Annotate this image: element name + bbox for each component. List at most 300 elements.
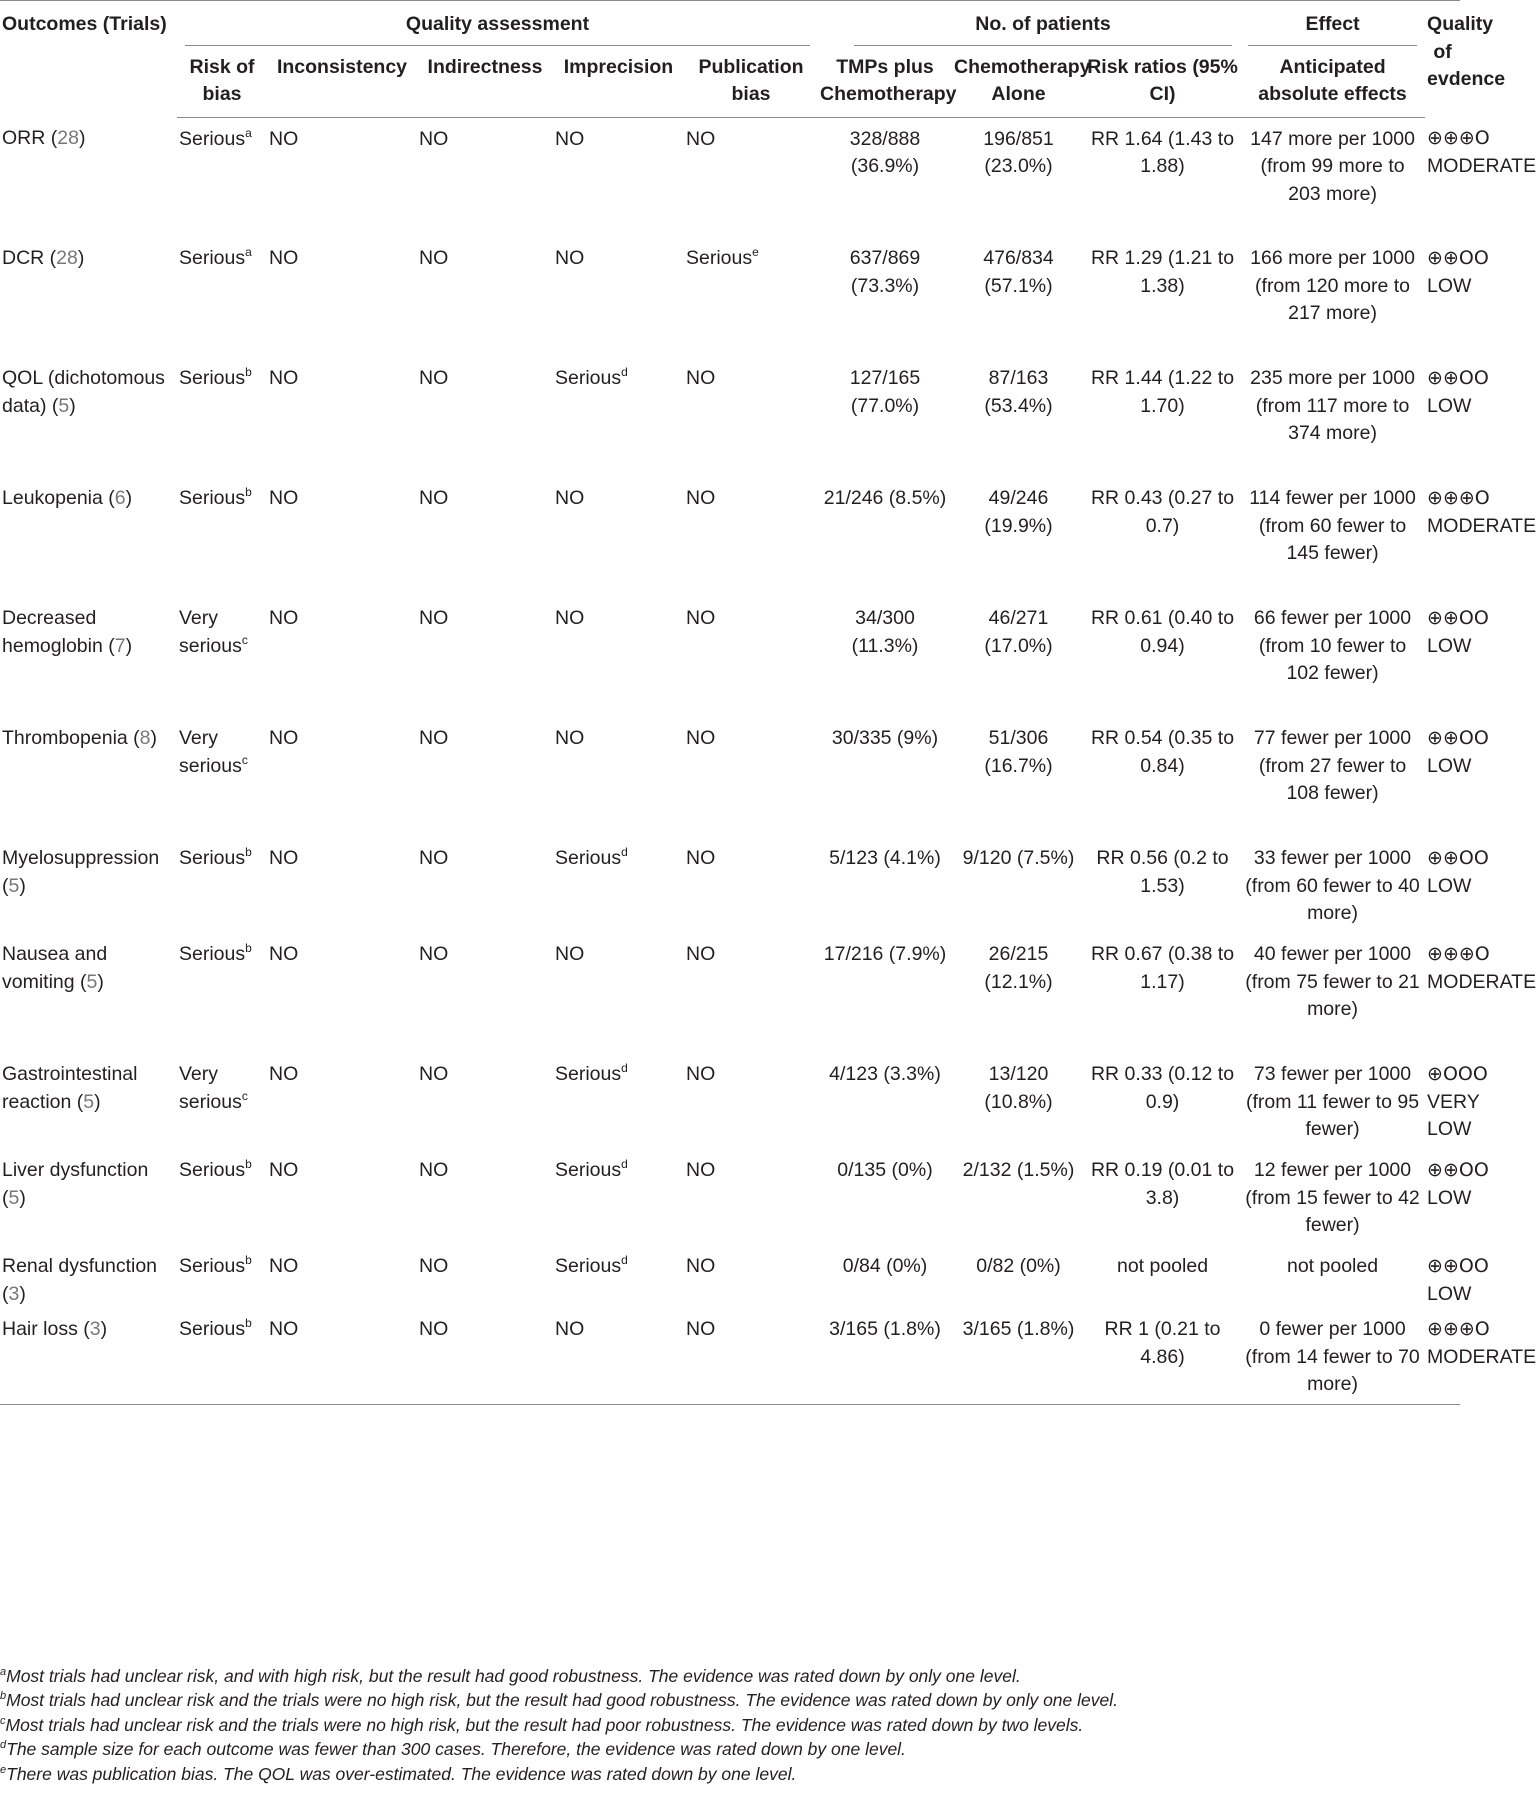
cell-risk-ratio [1085, 597, 1240, 717]
publication-bias-value: NO [686, 943, 716, 965]
superscript-mark: b [245, 1253, 252, 1267]
cell-tmps-plus-chemotherapy [818, 933, 952, 1053]
cell-chemotherapy-alone [952, 717, 1085, 837]
trial-count-value: 3 [89, 1318, 101, 1340]
anticipated-effect-value: 114 fewer per 1000 (from 60 fewer to 145 fewer) [1249, 487, 1416, 564]
certainty-grade: LOW [1427, 634, 1472, 657]
footnote-line [0, 1713, 1460, 1737]
cell-risk-ratio [1085, 933, 1240, 1053]
superscript-mark: d [621, 845, 628, 859]
superscript-mark: d [621, 1061, 628, 1075]
outcome-name: Leukopenia [2, 487, 109, 509]
outcome-name: Hair loss [2, 1318, 84, 1340]
inconsistency-value: NO [269, 847, 299, 869]
cell-quality-of-evidence [1425, 837, 1489, 933]
superscript-mark: a [245, 125, 252, 140]
footnote-text: Most trials had unclear risk and the trials were no high risk, but the result had good robustness. The evidence was rated down by only one level. [6, 1690, 1118, 1711]
cell-chemotherapy-alone [952, 1053, 1085, 1149]
superscript-mark: d [621, 1253, 628, 1267]
publication-bias-value: NO [686, 127, 716, 150]
indirectness-value: NO [419, 607, 449, 629]
footnote-line [0, 1688, 1460, 1712]
risk-of-bias-value: Very serious [179, 727, 242, 777]
table-row [0, 717, 1460, 837]
chemo-value: 0/82 (0%) [976, 1255, 1061, 1277]
outcome-name: Gastrointestinal reaction [2, 1063, 138, 1113]
cell-inconsistency [267, 117, 417, 237]
outcome-name: Thrombopenia [2, 727, 134, 749]
risk-of-bias-value: Serious [179, 247, 246, 269]
table-row [0, 357, 1460, 477]
cell-chemotherapy-alone [952, 477, 1085, 597]
certainty-grade: VERY LOW [1427, 1090, 1480, 1140]
certainty-grade: LOW [1427, 274, 1472, 297]
cell-publication-bias [684, 837, 818, 933]
risk-of-bias-value: Serious [179, 127, 246, 150]
cell-risk-ratio [1085, 837, 1240, 933]
cell-anticipated-effect [1240, 1245, 1425, 1308]
header-quality-assessment-label: Quality assessment [405, 13, 590, 35]
cell-inconsistency [267, 1053, 417, 1149]
trial-count: (6) [108, 487, 133, 509]
risk-of-bias-value: Serious [179, 487, 246, 509]
imprecision-value: Serious [555, 847, 622, 869]
cell-anticipated-effect [1240, 837, 1425, 933]
group-rule [185, 45, 810, 46]
publication-bias-value: NO [686, 1159, 716, 1181]
cell-risk-of-bias [177, 1149, 267, 1245]
cell-tmps-plus-chemotherapy [818, 1308, 952, 1404]
chemo-value: 13/120 (10.8%) [984, 1063, 1053, 1113]
cell-chemotherapy-alone [952, 837, 1085, 933]
cell-indirectness [417, 357, 553, 477]
risk-of-bias-value: Serious [179, 1318, 246, 1340]
trial-count-value: 5 [8, 874, 20, 897]
tmps-value: 0/135 (0%) [837, 1159, 933, 1181]
certainty-symbols: ⊕⊕OO [1427, 1255, 1489, 1277]
cell-chemotherapy-alone [952, 933, 1085, 1053]
cell-risk-ratio [1085, 357, 1240, 477]
tmps-value: 328/888 (36.9%) [849, 127, 921, 177]
tmps-value: 4/123 (3.3%) [829, 1063, 941, 1085]
cell-risk-ratio [1085, 1308, 1240, 1404]
cell-imprecision [553, 357, 684, 477]
publication-bias-value: NO [686, 1063, 716, 1085]
certainty-symbols: ⊕⊕⊕O [1427, 1318, 1490, 1340]
trial-count: (8) [133, 727, 158, 749]
cell-quality-of-evidence [1425, 477, 1536, 597]
cell-imprecision [553, 477, 684, 597]
cell-inconsistency [267, 1308, 417, 1404]
cell-chemotherapy-alone [952, 1149, 1085, 1245]
cell-quality-of-evidence [1425, 597, 1489, 717]
footnote-text: Most trials had unclear risk, and with high risk, but the result had good robustness. The evidence was rated down by only one level. [6, 1666, 1021, 1686]
header-inconsistency: Inconsistency [267, 48, 417, 118]
cell-inconsistency [267, 837, 417, 933]
trial-count: (7) [108, 634, 133, 657]
tmps-value: 127/165 (77.0%) [849, 367, 921, 417]
cell-quality-of-evidence [1425, 1308, 1536, 1404]
anticipated-effect-value: 12 fewer per 1000 (from 15 fewer to 42 fewer) [1245, 1159, 1420, 1236]
cell-chemotherapy-alone [952, 117, 1085, 237]
outcome-name: Renal dysfunction [2, 1255, 158, 1277]
cell-inconsistency [267, 357, 417, 477]
superscript-mark: b [245, 941, 252, 955]
cell-outcome [0, 837, 177, 933]
outcome-name: Myelosuppression [2, 847, 160, 869]
superscript-mark: c [241, 1088, 248, 1103]
imprecision-value: NO [555, 1318, 585, 1340]
cell-chemotherapy-alone [952, 237, 1085, 357]
certainty-grade: LOW [1427, 1186, 1472, 1209]
certainty-grade: MODERATE [1427, 1345, 1536, 1368]
anticipated-effect-value: 66 fewer per 1000 (from 10 fewer to 102 fewer) [1253, 607, 1412, 684]
header-effect [1240, 1, 1425, 48]
footnote-mark: a [0, 1666, 7, 1678]
inconsistency-value: NO [269, 247, 299, 269]
footnote-line [0, 1737, 1460, 1761]
chemo-value: 26/215 (12.1%) [984, 943, 1053, 993]
risk-ratio-value: RR 1.29 (1.21 to 1.38) [1090, 247, 1235, 297]
cell-inconsistency [267, 1149, 417, 1245]
table-row [0, 933, 1460, 1053]
cell-anticipated-effect [1240, 357, 1425, 477]
certainty-symbols: ⊕OOO [1427, 1063, 1488, 1085]
certainty-symbols: ⊕⊕⊕O [1427, 127, 1490, 149]
cell-imprecision [553, 597, 684, 717]
cell-outcome [0, 1308, 177, 1404]
inconsistency-value: NO [269, 727, 299, 749]
cell-tmps-plus-chemotherapy [818, 717, 952, 837]
header-chemotherapy-alone: Chemotherapy Alone [952, 48, 1085, 118]
outcome-name: Liver dysfunction [2, 1159, 149, 1181]
trial-count: (5) [80, 970, 104, 993]
chemo-value: 51/306 (16.7%) [984, 727, 1053, 777]
publication-bias-value: NO [686, 727, 716, 749]
anticipated-effect-value: 147 more per 1000 (from 99 more to 203 more) [1250, 127, 1415, 205]
superscript-mark: b [245, 485, 252, 499]
certainty-grade: MODERATE [1427, 154, 1536, 177]
cell-quality-of-evidence [1425, 933, 1536, 1053]
trial-count-value: 28 [56, 247, 78, 269]
cell-publication-bias [684, 1149, 818, 1245]
outcome-name: QOL (dichotomous data) [2, 367, 165, 417]
certainty-grade: LOW [1427, 394, 1472, 417]
cell-inconsistency [267, 477, 417, 597]
cell-publication-bias [684, 357, 818, 477]
cell-outcome [0, 237, 177, 357]
certainty-symbols: ⊕⊕OO [1427, 367, 1489, 389]
table-row [0, 1308, 1460, 1404]
cell-imprecision [553, 717, 684, 837]
publication-bias-value: NO [686, 847, 716, 869]
table-row [0, 477, 1460, 597]
anticipated-effect-value: 77 fewer per 1000 (from 27 fewer to 108 fewer) [1253, 727, 1412, 804]
footnote-text: The sample size for each outcome was fewer than 300 cases. Therefore, the evidence was rated down by one level. [6, 1739, 906, 1760]
anticipated-effect-value: 40 fewer per 1000 (from 75 fewer to 21 more) [1245, 943, 1420, 1020]
footnote-mark: b [0, 1690, 7, 1703]
cell-inconsistency [267, 717, 417, 837]
footnote-mark: d [0, 1739, 7, 1752]
anticipated-effect-value: 73 fewer per 1000 (from 11 fewer to 95 fewer) [1246, 1063, 1420, 1140]
indirectness-value: NO [419, 247, 449, 269]
certainty-grade: LOW [1427, 754, 1472, 777]
cell-imprecision [553, 1053, 684, 1149]
cell-outcome [0, 1149, 177, 1245]
indirectness-value: NO [419, 487, 449, 509]
tmps-value: 0/84 (0%) [842, 1255, 928, 1277]
cell-inconsistency [267, 597, 417, 717]
trial-count: (28) [49, 247, 85, 269]
footnote-mark: e [0, 1763, 7, 1776]
indirectness-value: NO [419, 1159, 449, 1181]
outcome-name: Decreased hemoglobin [2, 607, 109, 657]
imprecision-value: NO [555, 607, 585, 629]
header-effect-label: Effect [1305, 13, 1360, 35]
inconsistency-value: NO [269, 367, 299, 389]
risk-of-bias-value: Serious [179, 943, 246, 965]
cell-risk-of-bias [177, 477, 267, 597]
cell-outcome [0, 357, 177, 477]
footnote-text: There was publication bias. The QOL was over-estimated. The evidence was rated down by one level. [6, 1763, 797, 1784]
header-row-groups [0, 1, 1460, 48]
tmps-value: 17/216 (7.9%) [823, 943, 947, 965]
tmps-value: 5/123 (4.1%) [829, 847, 941, 869]
cell-risk-of-bias [177, 597, 267, 717]
cell-chemotherapy-alone [952, 597, 1085, 717]
trial-count-value: 7 [114, 634, 126, 657]
cell-indirectness [417, 597, 553, 717]
cell-anticipated-effect [1240, 237, 1425, 357]
cell-imprecision [553, 1308, 684, 1404]
cell-publication-bias [684, 597, 818, 717]
trial-count: (5) [51, 394, 76, 417]
certainty-symbols: ⊕⊕⊕O [1427, 487, 1490, 509]
cell-risk-of-bias [177, 837, 267, 933]
cell-quality-of-evidence [1425, 1245, 1489, 1308]
publication-bias-value: Serious [686, 247, 753, 269]
inconsistency-value: NO [269, 1255, 299, 1277]
cell-indirectness [417, 1308, 553, 1404]
cell-imprecision [553, 1245, 684, 1308]
cell-outcome [0, 477, 177, 597]
cell-tmps-plus-chemotherapy [818, 237, 952, 357]
tmps-value: 637/869 (73.3%) [849, 247, 921, 297]
cell-tmps-plus-chemotherapy [818, 117, 952, 237]
cell-risk-of-bias [177, 717, 267, 837]
trial-count: (5) [2, 874, 26, 897]
cell-risk-of-bias [177, 1245, 267, 1308]
chemo-value: 476/834 (57.1%) [983, 247, 1054, 297]
footnote-line [0, 1664, 1460, 1688]
header-quality-of-evidence: Quality of evdence [1425, 1, 1460, 118]
cell-tmps-plus-chemotherapy [818, 1149, 952, 1245]
table-row [0, 597, 1460, 717]
cell-quality-of-evidence [1425, 1053, 1488, 1149]
trial-count-value: 5 [8, 1186, 20, 1209]
trial-count-value: 5 [83, 1090, 95, 1113]
indirectness-value: NO [419, 127, 449, 150]
imprecision-value: Serious [555, 367, 622, 389]
footnotes [0, 1664, 1460, 1786]
header-risk-ratios: Risk ratios (95% CI) [1085, 48, 1240, 118]
cell-tmps-plus-chemotherapy [818, 837, 952, 933]
cell-chemotherapy-alone [952, 357, 1085, 477]
header-publication-bias: Publication bias [684, 48, 818, 118]
cell-inconsistency [267, 933, 417, 1053]
imprecision-value: NO [555, 943, 585, 965]
cell-outcome [0, 597, 177, 717]
tmps-value: 30/335 (9%) [831, 727, 939, 749]
indirectness-value: NO [419, 1063, 449, 1085]
superscript-mark: b [245, 1157, 252, 1171]
imprecision-value: NO [555, 127, 585, 150]
publication-bias-value: NO [686, 367, 716, 389]
cell-outcome [0, 117, 177, 237]
cell-publication-bias [684, 1245, 818, 1308]
publication-bias-value: NO [686, 607, 716, 629]
outcome-name: ORR [2, 127, 51, 149]
risk-ratio-value: RR 0.43 (0.27 to 0.7) [1090, 487, 1235, 537]
group-rule [1248, 45, 1417, 46]
cell-quality-of-evidence [1425, 357, 1489, 477]
footnote-mark: c [0, 1714, 6, 1727]
trial-count-value: 6 [114, 487, 126, 509]
cell-risk-of-bias [177, 117, 267, 237]
outcome-name: DCR [2, 247, 50, 269]
cell-chemotherapy-alone [952, 1308, 1085, 1404]
cell-risk-ratio [1085, 717, 1240, 837]
outcome-name: Nausea and vomiting [2, 943, 108, 993]
cell-indirectness [417, 837, 553, 933]
imprecision-value: Serious [555, 1159, 622, 1181]
table-row [0, 1149, 1460, 1245]
table-row [0, 837, 1460, 933]
trial-count: (28) [50, 127, 86, 149]
superscript-mark: a [245, 245, 252, 259]
header-quality-assessment [177, 1, 818, 48]
risk-of-bias-value: Serious [179, 1159, 246, 1181]
inconsistency-value: NO [269, 127, 299, 150]
tmps-value: 3/165 (1.8%) [829, 1318, 941, 1340]
cell-risk-ratio [1085, 1245, 1240, 1308]
cell-indirectness [417, 1149, 553, 1245]
risk-ratio-value: RR 0.33 (0.12 to 0.9) [1090, 1063, 1235, 1113]
cell-anticipated-effect [1240, 1149, 1425, 1245]
certainty-symbols: ⊕⊕OO [1427, 847, 1489, 869]
cell-indirectness [417, 1053, 553, 1149]
cell-anticipated-effect [1240, 933, 1425, 1053]
footnote-line [0, 1762, 1460, 1786]
cell-anticipated-effect [1240, 1053, 1425, 1149]
cell-indirectness [417, 933, 553, 1053]
cell-risk-of-bias [177, 933, 267, 1053]
cell-indirectness [417, 1245, 553, 1308]
chemo-value: 9/120 (7.5%) [962, 847, 1075, 869]
cell-tmps-plus-chemotherapy [818, 1245, 952, 1308]
certainty-symbols: ⊕⊕OO [1427, 607, 1489, 629]
chemo-value: 3/165 (1.8%) [962, 1318, 1075, 1340]
risk-ratio-value: RR 0.54 (0.35 to 0.84) [1090, 727, 1235, 777]
superscript-mark: d [621, 1157, 628, 1171]
tmps-value: 34/300 (11.3%) [851, 607, 919, 657]
cell-indirectness [417, 117, 553, 237]
cell-imprecision [553, 1149, 684, 1245]
certainty-symbols: ⊕⊕OO [1427, 247, 1489, 269]
publication-bias-value: NO [686, 487, 716, 509]
cell-tmps-plus-chemotherapy [818, 597, 952, 717]
table-row [0, 237, 1460, 357]
certainty-symbols: ⊕⊕OO [1427, 727, 1489, 749]
cell-risk-ratio [1085, 477, 1240, 597]
cell-anticipated-effect [1240, 717, 1425, 837]
risk-of-bias-value: Serious [179, 1255, 246, 1277]
cell-quality-of-evidence [1425, 237, 1489, 357]
risk-of-bias-value: Serious [179, 847, 246, 869]
cell-risk-of-bias [177, 237, 267, 357]
cell-imprecision [553, 837, 684, 933]
cell-publication-bias [684, 933, 818, 1053]
chemo-value: 46/271 (17.0%) [984, 607, 1053, 657]
cell-publication-bias [684, 117, 818, 237]
indirectness-value: NO [419, 847, 449, 869]
indirectness-value: NO [419, 943, 449, 965]
superscript-mark: e [752, 245, 759, 259]
cell-outcome [0, 1245, 177, 1308]
indirectness-value: NO [419, 1318, 449, 1340]
chemo-value: 2/132 (1.5%) [962, 1159, 1075, 1181]
superscript-mark: c [241, 752, 248, 767]
trial-count: (5) [2, 1186, 26, 1209]
cell-risk-of-bias [177, 1053, 267, 1149]
header-anticipated-effects: Anticipated absolute effects [1240, 48, 1425, 118]
footnote-text: Most trials had unclear risk and the trials were no high risk, but the result had poor robustness. The evidence was rated down by two levels. [5, 1714, 1084, 1735]
inconsistency-value: NO [269, 1318, 299, 1340]
risk-of-bias-value: Very serious [179, 1063, 242, 1113]
anticipated-effect-value: 33 fewer per 1000 (from 60 fewer to 40 more) [1245, 847, 1420, 924]
inconsistency-value: NO [269, 1159, 299, 1181]
cell-imprecision [553, 117, 684, 237]
imprecision-value: NO [555, 247, 585, 269]
superscript-mark: c [241, 632, 248, 647]
table-body [0, 117, 1536, 1404]
imprecision-value: NO [555, 487, 585, 509]
cell-inconsistency [267, 1245, 417, 1308]
cell-publication-bias [684, 1308, 818, 1404]
header-row-columns [0, 48, 1460, 118]
risk-of-bias-value: Serious [179, 367, 246, 389]
inconsistency-value: NO [269, 487, 299, 509]
risk-ratio-value: RR 1.44 (1.22 to 1.70) [1090, 367, 1235, 417]
cell-anticipated-effect [1240, 1308, 1425, 1404]
table-row [0, 117, 1460, 237]
cell-publication-bias [684, 717, 818, 837]
chemo-value: 196/851 (23.0%) [983, 127, 1054, 177]
superscript-mark: d [621, 365, 628, 379]
risk-of-bias-value: Very serious [179, 607, 242, 657]
inconsistency-value: NO [269, 1063, 299, 1085]
chemo-value: 49/246 (19.9%) [984, 487, 1053, 537]
cell-inconsistency [267, 237, 417, 357]
anticipated-effect-value: not pooled [1286, 1255, 1379, 1277]
cell-quality-of-evidence [1425, 717, 1489, 837]
cell-risk-ratio [1085, 1053, 1240, 1149]
cell-indirectness [417, 477, 553, 597]
risk-ratio-value: RR 1.64 (1.43 to 1.88) [1090, 127, 1235, 177]
inconsistency-value: NO [269, 607, 299, 629]
risk-ratio-value: RR 0.19 (0.01 to 3.8) [1090, 1159, 1235, 1209]
superscript-mark: b [245, 1316, 252, 1330]
